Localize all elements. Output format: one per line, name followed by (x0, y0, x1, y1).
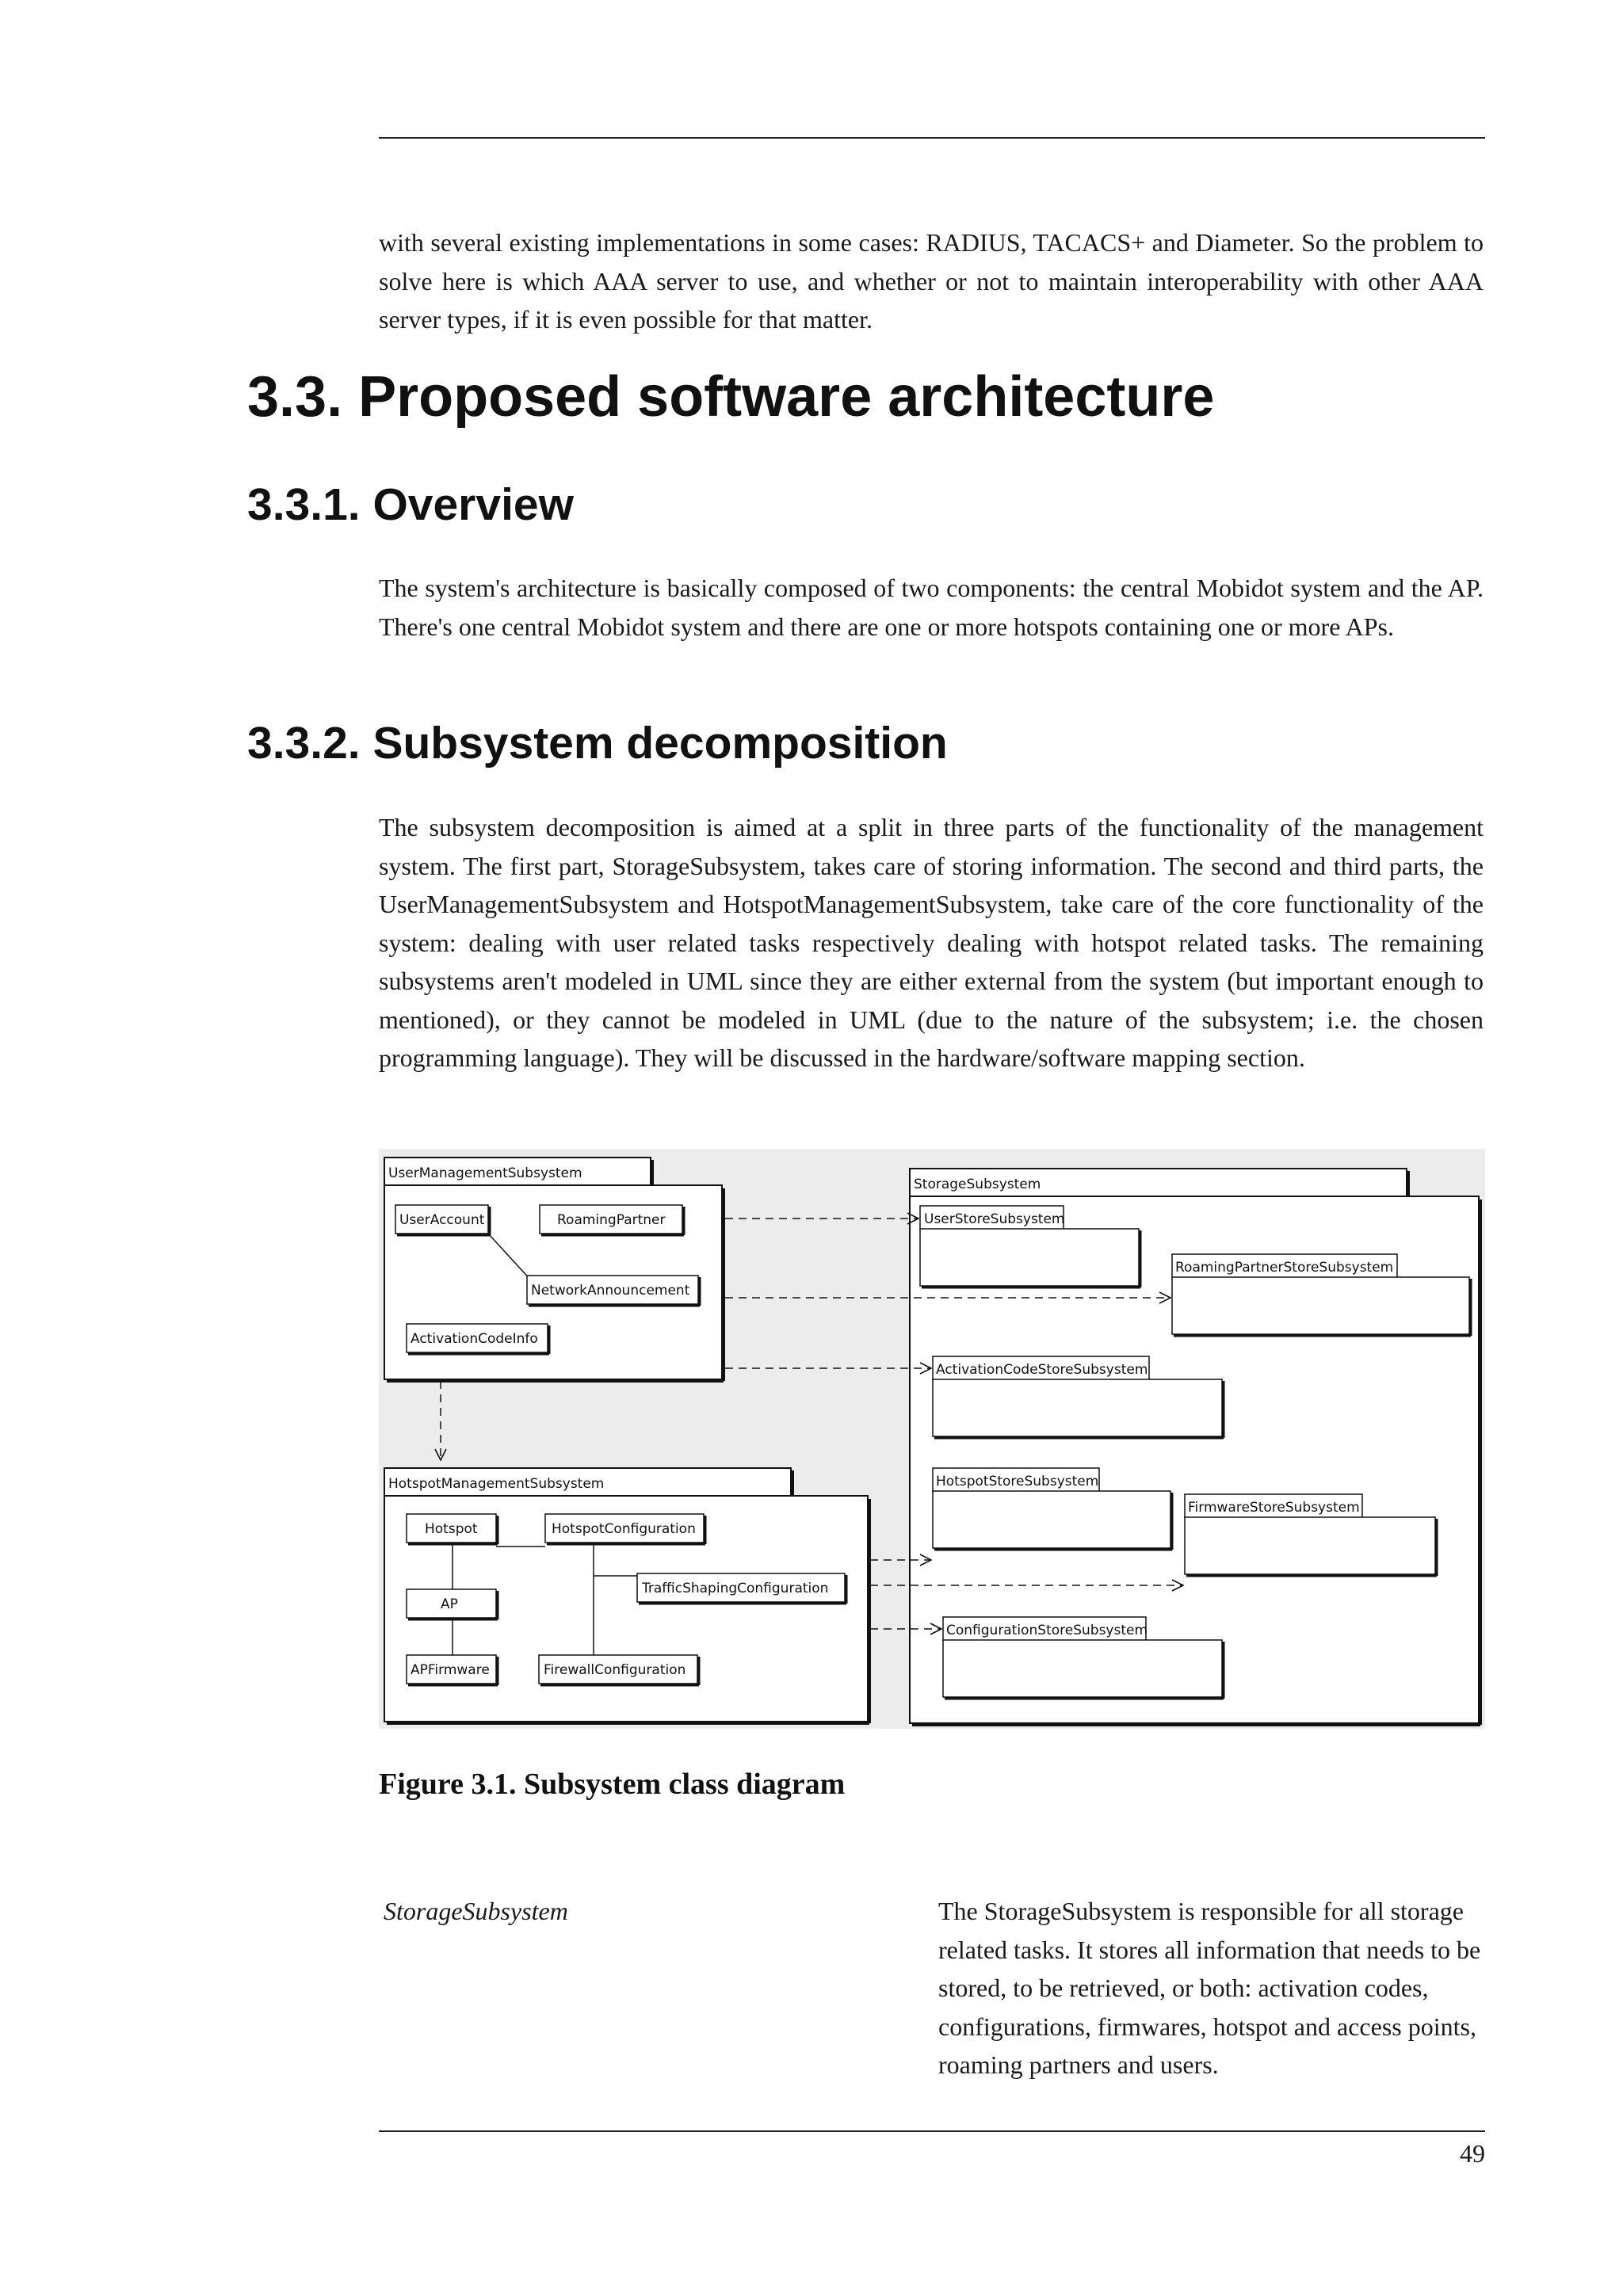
class-hotspotconfiguration (545, 1514, 705, 1544)
class-hotspot-label: Hotspot (425, 1521, 478, 1537)
class-firewallconfiguration-label: FirewallConfiguration (544, 1662, 686, 1678)
class-activationcodeinfo (407, 1324, 549, 1354)
class-useraccount-label: UserAccount (399, 1212, 485, 1228)
class-apfirmware (407, 1655, 498, 1685)
class-roamingpartner (540, 1205, 684, 1235)
package-roamingpartnerstoresubsystem-label: RoamingPartnerStoreSubsystem (1175, 1260, 1394, 1276)
package-configurationstoresubsystem-label: ConfigurationStoreSubsystem (946, 1623, 1148, 1638)
user-management-package-label: UserManagementSubsystem (388, 1165, 582, 1181)
header-rule (379, 137, 1485, 139)
class-hotspot (407, 1514, 498, 1544)
overview-paragraph: The system's architecture is basically composed of two components: the central Mobidot system and the AP. There's one central Mobidot system and there are one or more hotspots containing one or more APs. (379, 574, 1484, 641)
class-trafficshapingconfiguration (637, 1573, 846, 1604)
figure-caption: Figure 3.1. Subsystem class diagram (379, 1768, 846, 1801)
package-userstoresubsystem-label: UserStoreSubsystem (924, 1211, 1065, 1227)
class-roamingpartner-label: RoamingPartner (557, 1212, 666, 1228)
decomposition-heading: 3.3.2. Subsystem decomposition (247, 718, 948, 769)
hotspot-management-package-label: HotspotManagementSubsystem (388, 1476, 605, 1492)
subsystem-class-diagram (379, 1149, 1485, 1729)
page-number: 49 (1460, 2139, 1485, 2168)
class-networkannouncement (527, 1276, 700, 1306)
class-ap-label: AP (441, 1596, 458, 1612)
class-firewallconfiguration (539, 1655, 699, 1685)
class-networkannouncement-label: NetworkAnnouncement (531, 1283, 690, 1299)
overview-heading: 3.3.1. Overview (247, 479, 574, 530)
footer-rule (379, 2130, 1485, 2132)
package-hotspotstoresubsystem-label: HotspotStoreSubsystem (936, 1474, 1099, 1489)
package-activationcodestoresubsystem-label: ActivationCodeStoreSubsystem (936, 1362, 1148, 1378)
class-apfirmware-label: APFirmware (411, 1662, 490, 1678)
definition-description: The StorageSubsystem is responsible for all storage related tasks. It stores all information that needs to be stored, to be retrieved, or both: activation codes, configurations, firmwares, hotspot and access points, roaming partners and users. (938, 1897, 1481, 2079)
class-trafficshapingconfiguration-label: TrafficShapingConfiguration (642, 1581, 829, 1596)
decomposition-paragraph: The subsystem decomposition is aimed at a split in three parts of the functionality of the management system. The first part, StorageSubsystem, takes care of storing information. The second and third parts, the UserManagementSubsystem and HotspotManagementSubsystem, take care of the core functionality of the system: dealing with user related tasks respectively dealing with hotspot related tasks. The remaining subsystems aren't modeled in UML since they are either external from the system (but important enough to mentioned), or they cannot be modeled in UML (due to the nature of the subsystem; i.e. the chosen programming language). They will be discussed in the hardware/software mapping section. (379, 813, 1484, 1072)
class-ap (407, 1589, 498, 1619)
definition-term: StorageSubsystem (384, 1897, 568, 1925)
section-title: 3.3. Proposed software architecture (247, 365, 1215, 429)
class-hotspotconfiguration-label: HotspotConfiguration (552, 1521, 696, 1537)
class-useraccount (395, 1205, 490, 1235)
intro-paragraph: with several existing implementations in some cases: RADIUS, TACACS+ and Diameter. So the problem to solve here is which AAA server to use, and whether or not to maintain interoperability with other AAA server types, if it is even possible for that matter. (379, 228, 1484, 334)
package-firmwarestoresubsystem-label: FirmwareStoreSubsystem (1188, 1500, 1360, 1516)
class-activationcodeinfo-label: ActivationCodeInfo (411, 1331, 538, 1347)
storage-package-label: StorageSubsystem (914, 1177, 1041, 1192)
